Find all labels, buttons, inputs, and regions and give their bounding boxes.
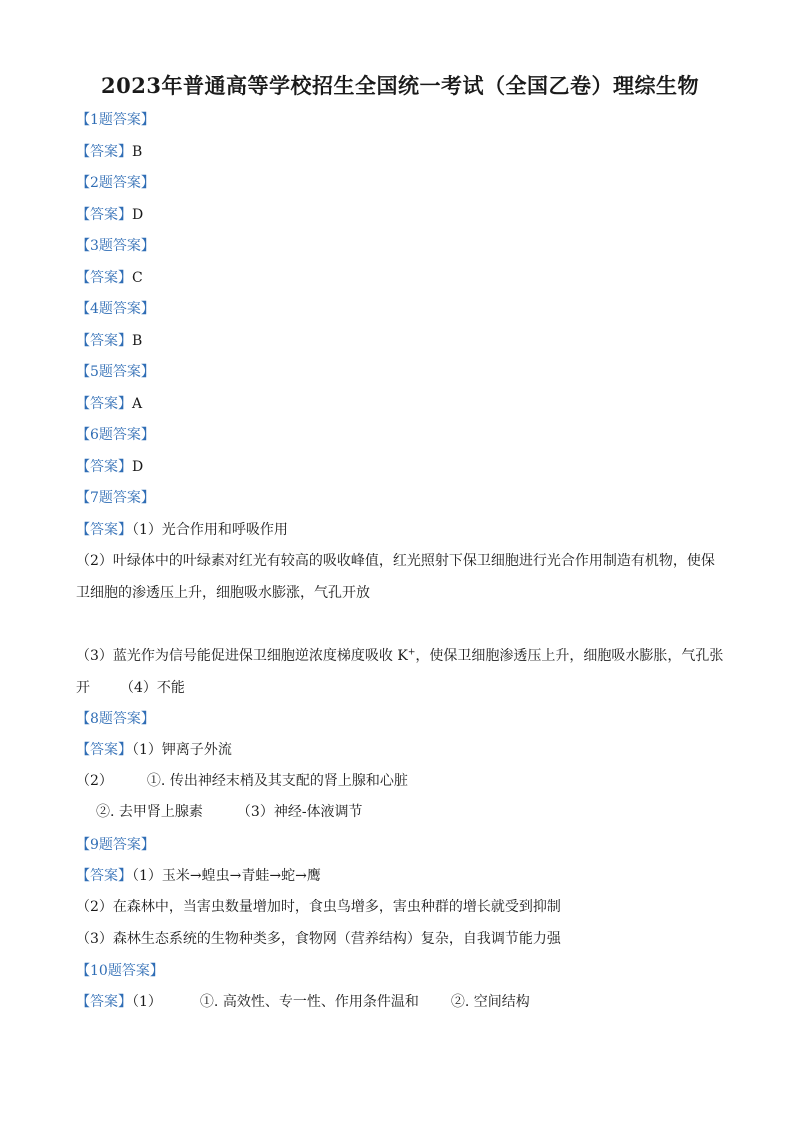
question-7-answer-1 <box>76 520 288 540</box>
question-6-answer <box>76 457 143 477</box>
answer-tag: 【答案】 <box>76 459 132 475</box>
question-8-answer-1 <box>76 740 232 760</box>
question-7-answer-4 <box>76 678 185 698</box>
answer-tag: 【答案】 <box>76 333 132 349</box>
answer-value: （1）玉米→蝗虫→青蛙→蛇→鹰 <box>132 868 321 884</box>
answer-value: ，使保卫细胞渗透压上升，细胞吸水膨胀，气孔张 <box>415 648 724 664</box>
answer-value: ①. 高效性、专一性、作用条件温和 <box>199 994 419 1010</box>
answer-value: D <box>132 207 144 223</box>
question-5-answer <box>76 394 142 414</box>
question-7-answer-3 <box>76 646 723 666</box>
answer-value: A <box>132 396 143 412</box>
answer-value: （2） <box>76 773 113 789</box>
answer-value: B <box>132 144 143 160</box>
answer-tag: 【答案】 <box>76 868 132 884</box>
question-5-heading: 【5题答案】 <box>76 364 155 380</box>
question-8-heading: 【8题答案】 <box>76 711 155 727</box>
answer-value: （3）神经-体液调节 <box>236 804 363 820</box>
question-10-heading: 【10题答案】 <box>76 963 164 979</box>
question-9-heading: 【9题答案】 <box>76 837 155 853</box>
answer-value: C <box>132 270 143 286</box>
question-7-answer-2: （2）叶绿体中的叶绿素对红光有较高的吸收峰值，红光照射下保卫细胞进行光合作用制造有机物，使保卫细胞的渗透压上升，细胞吸水膨涨，气孔开放 <box>76 553 715 601</box>
answer-tag: 【答案】 <box>76 994 132 1010</box>
answer-value: ①. 传出神经末梢及其支配的肾上腺和心脏 <box>146 773 408 789</box>
answer-tag: 【答案】 <box>76 396 132 412</box>
question-3-heading: 【3题答案】 <box>76 238 155 254</box>
answer-tag: 【答案】 <box>76 144 132 160</box>
question-9-answer-2: （2）在森林中，当害虫数量增加时，食虫鸟增多，害虫种群的增长就受到抑制 <box>76 899 561 915</box>
answer-value: B <box>132 333 143 349</box>
question-7-heading: 【7题答案】 <box>76 490 155 506</box>
question-2-heading: 【2题答案】 <box>76 175 155 191</box>
answer-tag: 【答案】 <box>76 270 132 286</box>
answer-tag: 【答案】 <box>76 522 132 538</box>
answer-value: 开 <box>76 680 90 696</box>
answer-value: （4）不能 <box>120 680 185 696</box>
answer-value: ②. 空间结构 <box>450 994 530 1010</box>
answer-value: ②. 去甲肾上腺素 <box>96 804 203 820</box>
question-8-answer-2 <box>76 771 408 791</box>
superscript: + <box>407 647 416 658</box>
question-4-answer <box>76 331 142 351</box>
question-2-answer <box>76 205 143 225</box>
question-9-answer-1 <box>76 866 321 886</box>
answer-value: （1）钾离子外流 <box>132 742 232 758</box>
answer-tag: 【答案】 <box>76 742 132 758</box>
answer-value: （3）蓝光作为信号能促进保卫细胞逆浓度梯度吸收 K <box>76 648 408 664</box>
answer-tag: 【答案】 <box>76 207 132 223</box>
answer-value: （1） <box>132 994 162 1010</box>
question-1-heading: 【1题答案】 <box>76 112 155 128</box>
question-4-heading: 【4题答案】 <box>76 301 155 317</box>
question-9-answer-3: （3）森林生态系统的生物种类多，食物网（营养结构）复杂，自我调节能力强 <box>76 931 561 947</box>
question-10-answer-1 <box>76 992 530 1012</box>
answer-value: （1）光合作用和呼吸作用 <box>132 522 288 538</box>
question-3-answer <box>76 268 143 288</box>
document-title: 2023年普通高等学校招生全国统一考试（全国乙卷）理综生物 <box>101 73 699 98</box>
question-1-answer <box>76 142 142 162</box>
question-8-answer-2b <box>96 802 363 822</box>
question-6-heading: 【6题答案】 <box>76 427 155 443</box>
answer-value: D <box>132 459 144 475</box>
